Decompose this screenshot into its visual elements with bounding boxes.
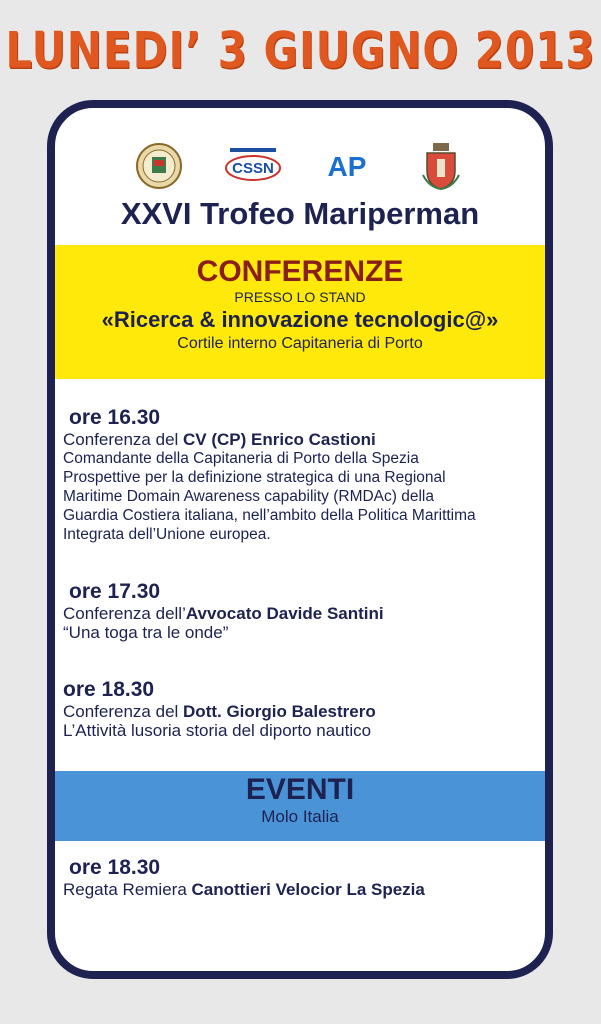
talk-3: [63, 678, 538, 740]
talk-description: Comandante della Capitaneria di Porto della Spezia Prospettive per la definizione strategica di una Regional Maritime Domain Awareness capability (RMDAc) della Guardia Costiera italiana, nell’ambito della Politica Marittima Integrata dell’Unione europea.: [63, 450, 476, 543]
ap-logo-text: AP: [327, 151, 367, 182]
event-title: XXVI Trofeo Mariperman: [120, 196, 480, 231]
logo-row: [55, 138, 545, 194]
event-time: ore 18.30: [69, 856, 161, 879]
talk-speaker: Dott. Giorgio Balestrero: [183, 702, 376, 721]
talk-2: [63, 580, 538, 642]
conferences-banner: [47, 245, 553, 379]
event-name: Canottieri Velocior La Spezia: [191, 880, 425, 899]
talk-time: ore 18.30: [63, 678, 155, 701]
talk-time: ore 17.30: [69, 580, 161, 603]
coat-of-arms-icon: [411, 141, 471, 191]
event-card: [47, 100, 553, 979]
cssn-logo-icon: [223, 141, 283, 191]
talk-speaker-line: Conferenza del Dott. Giorgio Balestrero: [63, 702, 376, 721]
ap-logo-icon: [317, 141, 377, 191]
conferences-stand: PRESSO LO STAND: [234, 289, 366, 305]
talk-speaker-line: Conferenza del CV (CP) Enrico Castioni: [63, 430, 376, 449]
talk-1: [63, 406, 538, 544]
events-location: Molo Italia: [261, 807, 339, 826]
date-title: LUNEDI’ 3 GIUGNO 2013: [5, 21, 596, 80]
conferences-heading: CONFERENZE: [196, 255, 404, 288]
talk-speaker-line: Conferenza dell’Avvocato Davide Santini: [63, 604, 384, 623]
event-line: Regata Remiera Canottieri Velocior La Spezia: [63, 880, 425, 899]
events-heading: EVENTI: [245, 773, 355, 806]
talk-description: L’Attività lusoria storia del diporto nautico: [63, 721, 372, 740]
cssn-logo-text: CSSN: [232, 160, 274, 177]
seal-emblem-icon: [129, 141, 189, 191]
conferences-location: Cortile interno Capitaneria di Porto: [177, 335, 423, 352]
event-item: [63, 856, 538, 899]
talk-description: “Una toga tra le onde”: [63, 623, 229, 642]
events-banner: [47, 771, 553, 841]
conferences-theme: «Ricerca & innovazione tecnologic@»: [101, 307, 499, 332]
talk-speaker: Avvocato Davide Santini: [185, 604, 384, 623]
talk-speaker: CV (CP) Enrico Castioni: [183, 430, 376, 449]
talk-time: ore 16.30: [69, 406, 161, 429]
